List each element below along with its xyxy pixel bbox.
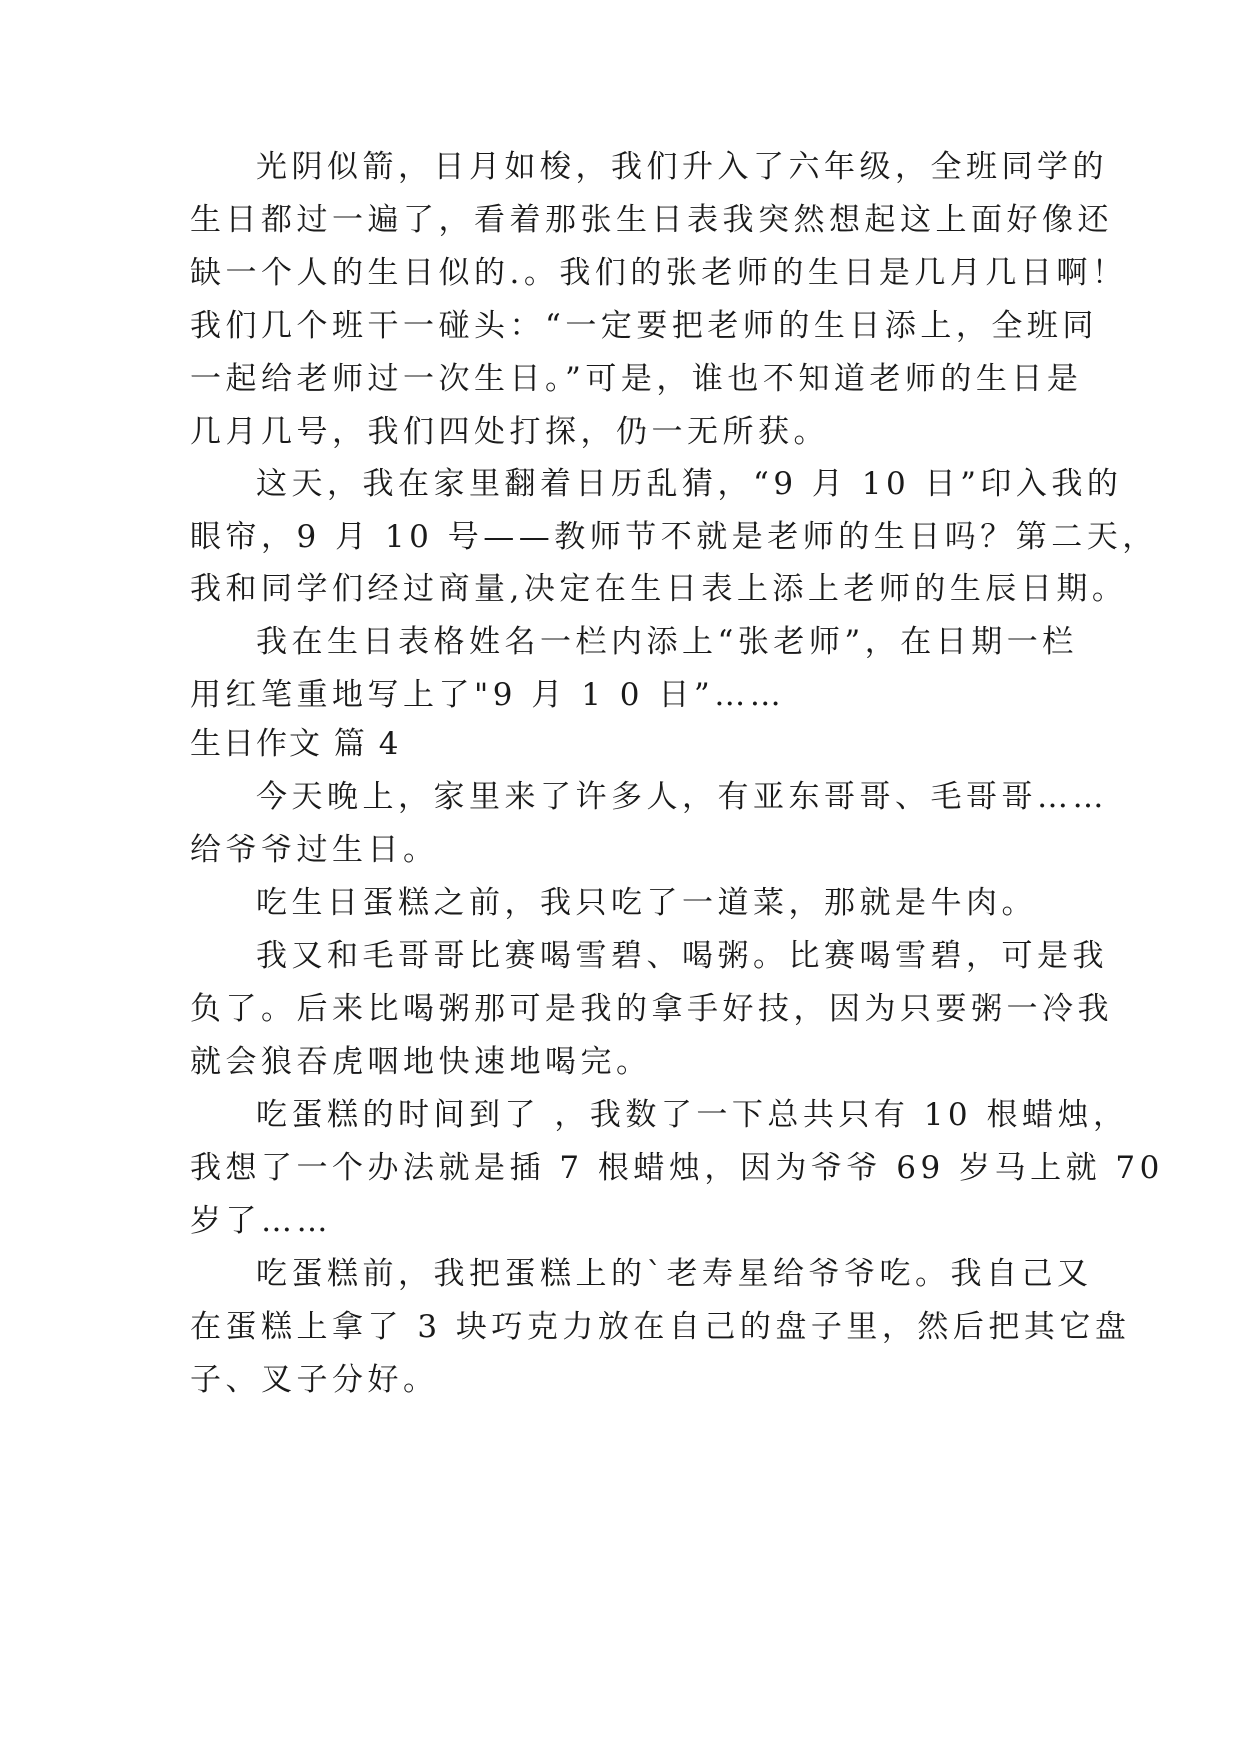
paragraph-line: 吃生日蛋糕之前，我只吃了一道菜，那就是牛肉。 bbox=[256, 885, 1037, 921]
paragraph-line: 眼帘，9 月 10 号——教师节不就是老师的生日吗？第二天， bbox=[190, 519, 1158, 555]
paragraph-line: 用红笔重地写上了"9 月 1 0 日”…… bbox=[190, 677, 786, 713]
paragraph-line: 一起给老师过一次生日。”可是，谁也不知道老师的生日是 bbox=[190, 361, 1083, 397]
paragraph-line: 吃蛋糕前，我把蛋糕上的`老寿星给爷爷吃。我自己又 bbox=[256, 1256, 1093, 1292]
paragraph-line: 给爷爷过生日。 bbox=[190, 832, 439, 868]
paragraph-line: 生日都过一遍了，看着那张生日表我突然想起这上面好像还 bbox=[190, 202, 1113, 238]
paragraph-line: 我在生日表格姓名一栏内添上“张老师”，在日期一栏 bbox=[256, 624, 1078, 660]
paragraph-line: 我又和毛哥哥比赛喝雪碧、喝粥。比赛喝雪碧，可是我 bbox=[256, 938, 1108, 974]
paragraph-line: 岁了…… bbox=[190, 1203, 332, 1239]
paragraph-line: 我想了一个办法就是插 7 根蜡烛，因为爷爷 69 岁马上就 70 bbox=[190, 1150, 1164, 1186]
paragraph-line: 负了。后来比喝粥那可是我的拿手好技，因为只要粥一冷我 bbox=[190, 991, 1113, 1027]
paragraph-line: 我们几个班干一碰头：“一定要把老师的生日添上，全班同 bbox=[190, 308, 1098, 344]
paragraph-line: 今天晚上，家里来了许多人，有亚东哥哥、毛哥哥…… bbox=[256, 779, 1108, 815]
paragraph-line: 光阴似箭，日月如梭，我们升入了六年级，全班同学的 bbox=[256, 149, 1108, 185]
paragraph-line: 就会狼吞虎咽地快速地喝完。 bbox=[190, 1044, 652, 1080]
section-heading: 生日作文 篇 4 bbox=[190, 726, 401, 762]
paragraph-line: 在蛋糕上拿了 3 块巧克力放在自己的盘子里，然后把其它盘 bbox=[190, 1309, 1131, 1345]
paragraph-line: 缺一个人的生日似的.。我们的张老师的生日是几月几日啊！ bbox=[190, 255, 1128, 291]
paragraph-line: 我和同学们经过商量,决定在生日表上添上老师的生辰日期。 bbox=[190, 571, 1128, 607]
paragraph-line: 吃蛋糕的时间到了 ，我数了一下总共只有 10 根蜡烛， bbox=[256, 1097, 1129, 1133]
paragraph-line: 几月几号，我们四处打探，仍一无所获。 bbox=[190, 414, 829, 450]
paragraph-line: 这天，我在家里翻着日历乱猜，“9 月 10 日”印入我的 bbox=[256, 466, 1123, 502]
paragraph-line: 子、叉子分好。 bbox=[190, 1362, 439, 1398]
